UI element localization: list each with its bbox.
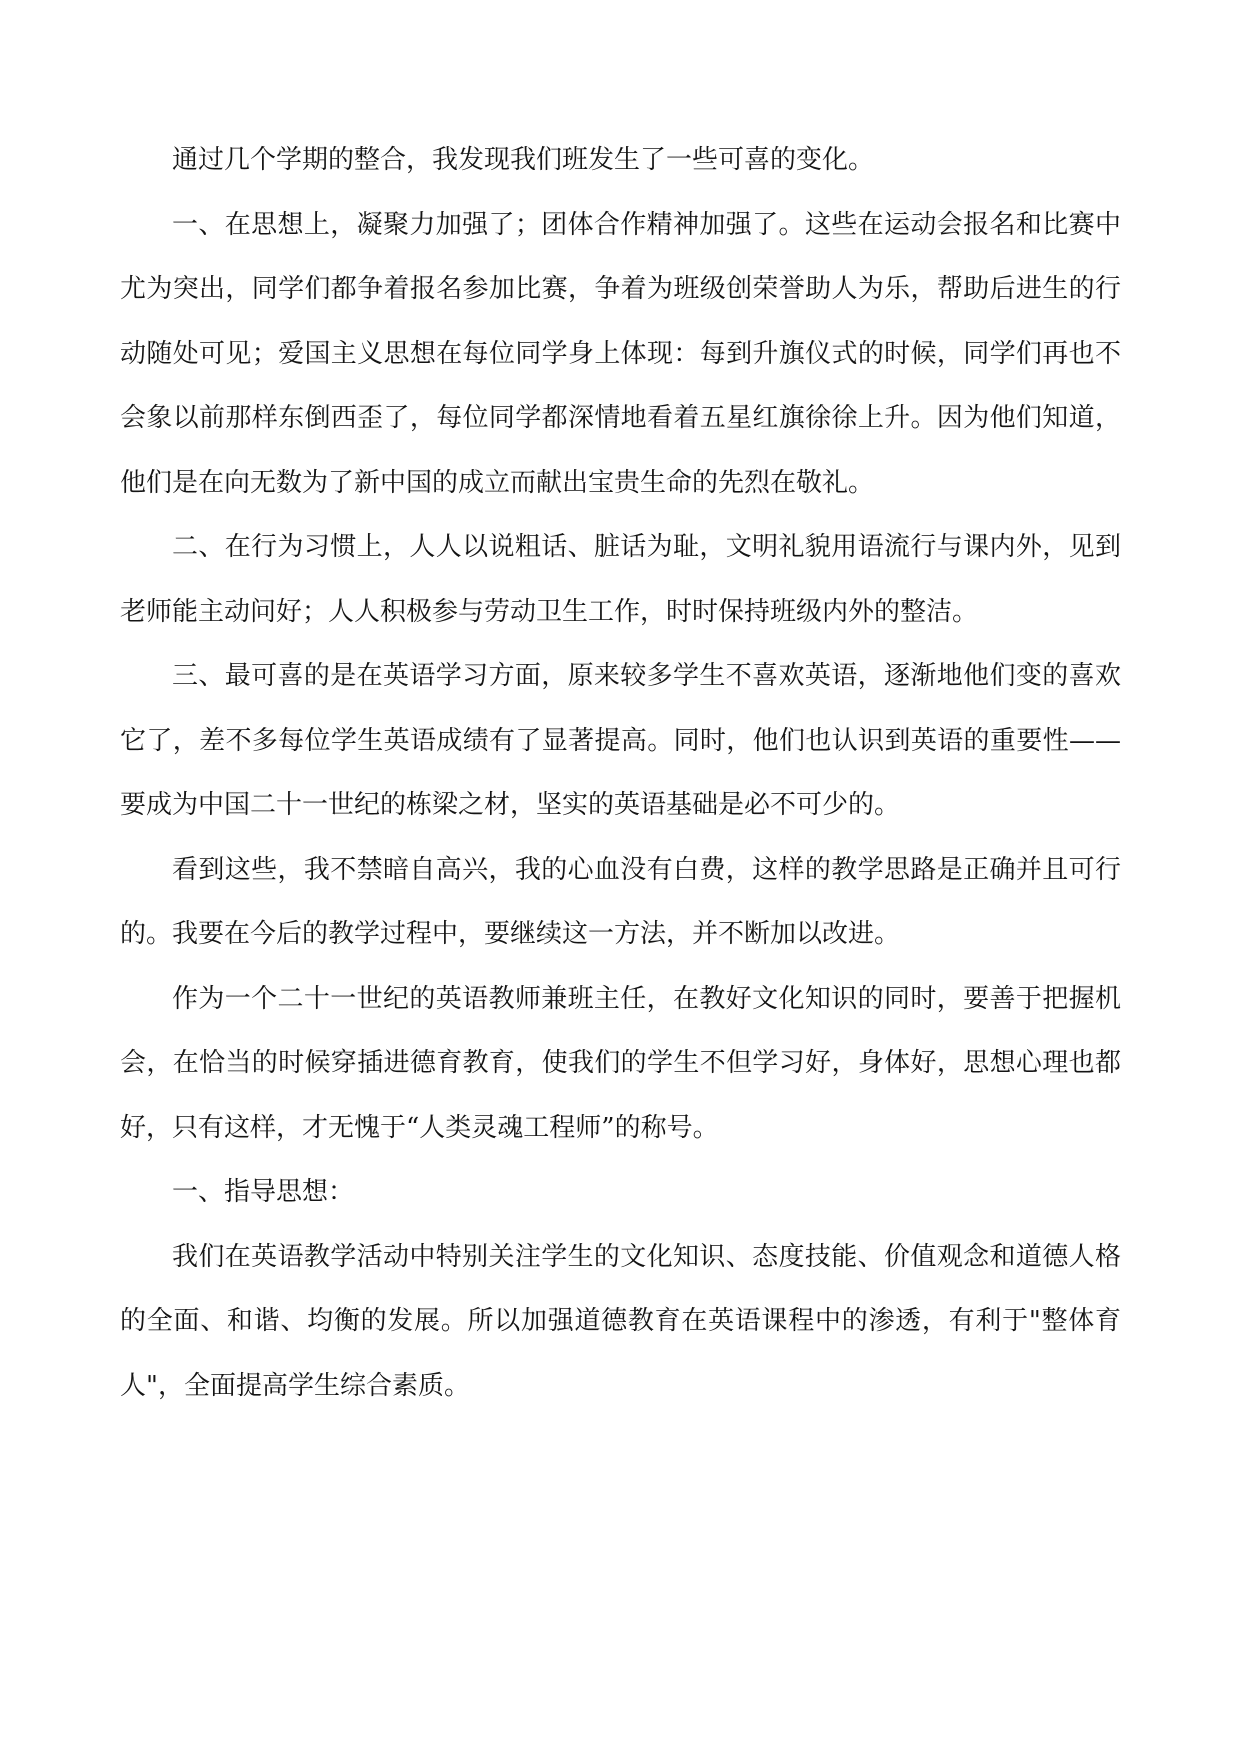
paragraph-teacher-role: 作为一个二十一世纪的英语教师兼班主任，在教好文化知识的同时，要善于把握机会，在恰当的时候穿插进德育教育，使我们的学生不但学习好，身体好，思想心理也都好，只有这样，才无愧于“人类灵魂工程师”的称号。 [120, 983, 1121, 1143]
paragraph-thought: 一、在思想上，凝聚力加强了；团体合作精神加强了。这些在运动会报名和比赛中尤为突出，同学们都争着报名参加比赛，争着为班级创荣誉助人为乐，帮助后进生的行动随处可见；爱国主义思想在每位同学身上体现：每到升旗仪式的时候，同学们再也不会象以前那样东倒西歪了，每位同学都深情地看着五星红旗徐徐上升。因为他们知道，他们是在向无数为了新中国的成立而献出宝贵生命的先烈在敬礼。 [120, 209, 1121, 498]
paragraph-english-study: 三、最可喜的是在英语学习方面，原来较多学生不喜欢英语，逐渐地他们变的喜欢它了，差不多每位学生英语成绩有了显著提高。同时，他们也认识到英语的重要性——要成为中国二十一世纪的栋梁之材，坚实的英语基础是必不可少的。 [120, 661, 1121, 820]
paragraph-behavior: 二、在行为习惯上，人人以说粗话、脏话为耻，文明礼貌用语流行与课内外，见到老师能主动问好；人人积极参与劳动卫生工作，时时保持班级内外的整洁。 [120, 532, 1121, 627]
paragraph-reflection: 看到这些，我不禁暗自高兴，我的心血没有白费，这样的教学思路是正确并且可行的。我要在今后的教学过程中，要继续这一方法，并不断加以改进。 [120, 854, 1121, 949]
section-heading-guiding-thought: 一、指导思想： [172, 1177, 355, 1207]
paragraph-guiding-thought: 我们在英语教学活动中特别关注学生的文化知识、态度技能、价值观念和道德人格的全面、和谐、均衡的发展。所以加强道德教育在英语课程中的渗透，有利于"整体育人"，全面提高学生综合素质。 [120, 1241, 1121, 1401]
paragraph-intro: 通过几个学期的整合，我发现我们班发生了一些可喜的变化。 [172, 145, 875, 175]
